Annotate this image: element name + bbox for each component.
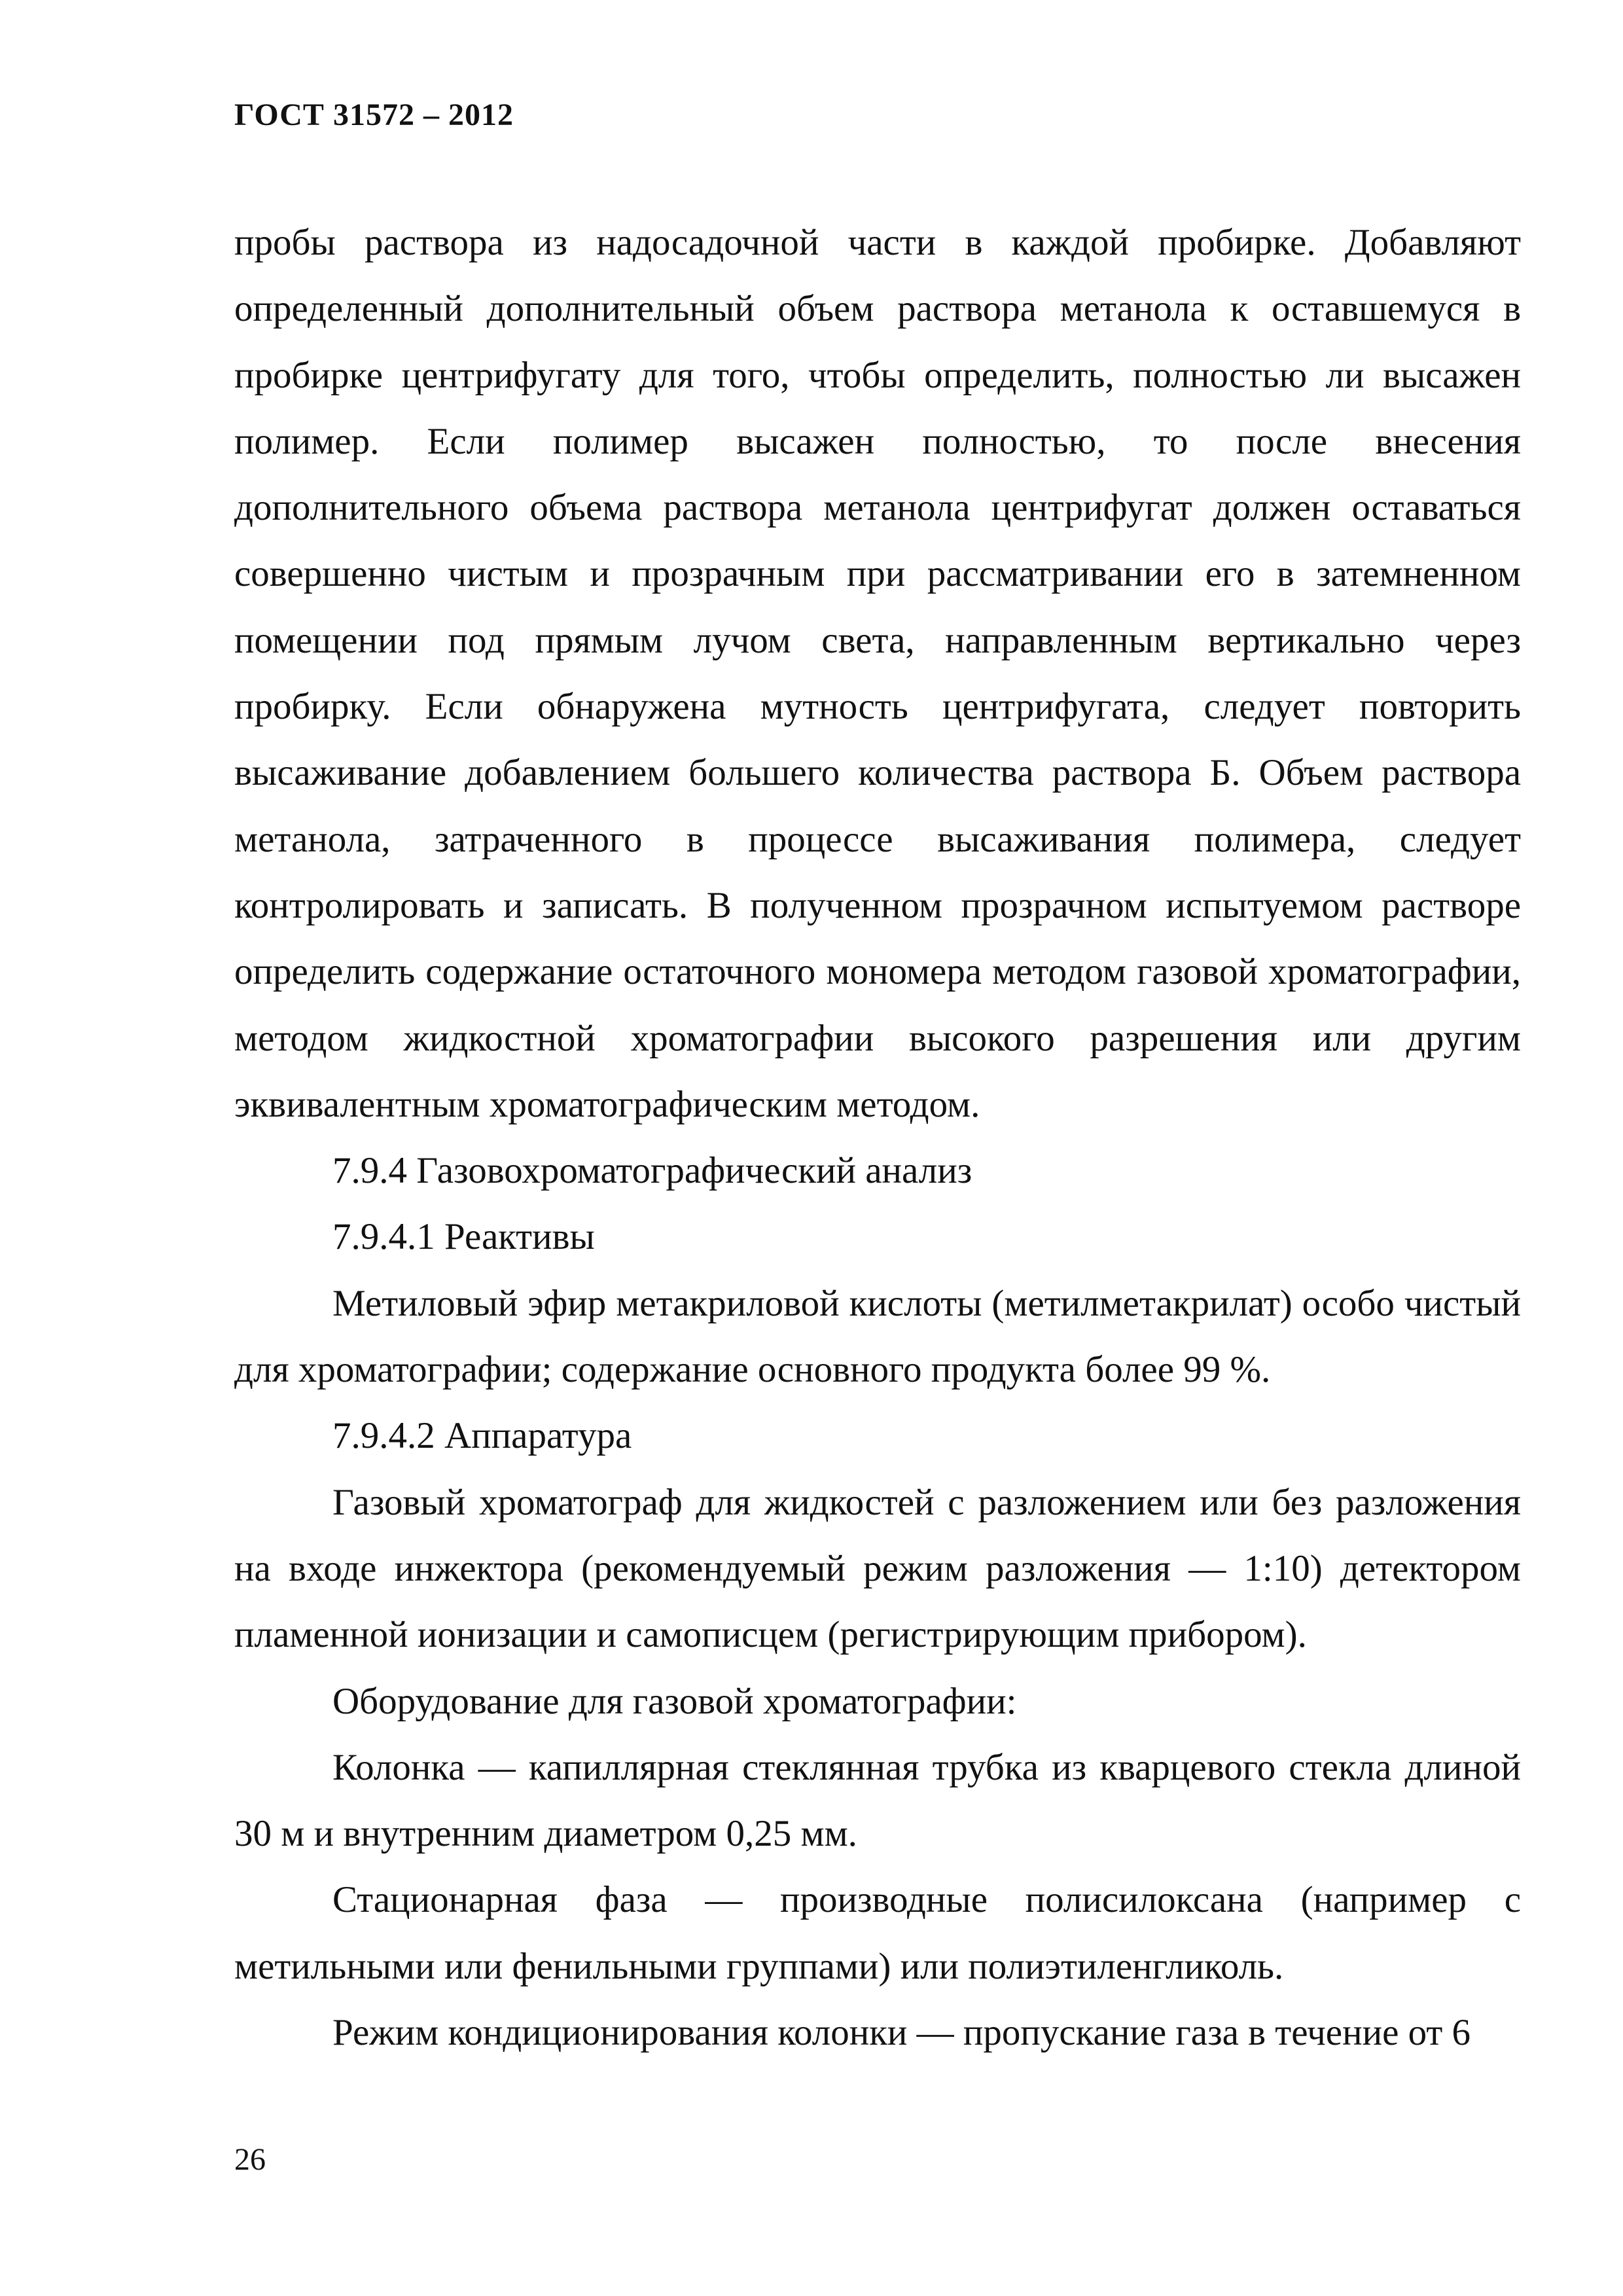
section-heading-7-9-4-1: 7.9.4.1 Реактивы xyxy=(332,1216,595,1258)
paragraph-equipment-intro: Оборудование для газовой хроматографии: xyxy=(332,1680,1017,1722)
page-number: 26 xyxy=(234,2142,266,2177)
paragraph-conditioning: Режим кондиционирования колонки — пропускание газа в течение от 6 xyxy=(332,2012,1471,2054)
paragraph-stationary-phase: Стационарная фаза — производные полисилоксана (например с метильными или фенильными группами) или полиэтиленгликоль. xyxy=(234,1879,1521,1987)
section-heading-7-9-4-2: 7.9.4.2 Аппаратура xyxy=(332,1415,632,1457)
section-heading-7-9-4: 7.9.4 Газовохроматографический анализ xyxy=(332,1150,972,1192)
document-header: ГОСТ 31572 – 2012 xyxy=(234,98,514,132)
paragraph-chromatograph: Газовый хроматограф для жидкостей с разложением или без разложения на входе инжектора (рекомендуемый режим разложения — 1:10) детектором пламенной ионизации и самописцем (регистрирующим прибором). xyxy=(234,1481,1521,1656)
paragraph-continuation: пробы раствора из надосадочной части в каждой пробирке. Добавляют определенный дополнительный объем раствора метанола к оставшемуся в пробирке центрифугату для того, чтобы определить, полностью ли высажен полимер. Если полимер высажен полностью, то после внесения дополнительного объема раствора метанола центрифугат должен оставаться совершенно чистым и прозрачным при рассматривании его в затемненном помещении под прямым лучом света, направленным вертикально через пробирку. Если обнаружена мутность центрифугата, следует повторить высаживание добавлением большего количества раствора Б. Объем раствора метанола, затраченного в процессе высаживания полимера, следует контролировать и записать. В полученном прозрачном испытуемом растворе определить содержание остаточного мономера методом газовой хроматографии, методом жидкостной хроматографии высокого разрешения или другим эквивалентным хроматографическим методом. xyxy=(234,222,1521,1125)
document-body xyxy=(234,209,1521,2066)
paragraph-reagents: Метиловый эфир метакриловой кислоты (метилметакрилат) особо чистый для хроматографии; содержание основного продукта более 99 %. xyxy=(234,1282,1521,1391)
paragraph-column: Колонка — капиллярная стеклянная трубка из кварцевого стекла длиной 30 м и внутренним диаметром 0,25 мм. xyxy=(234,1746,1521,1855)
